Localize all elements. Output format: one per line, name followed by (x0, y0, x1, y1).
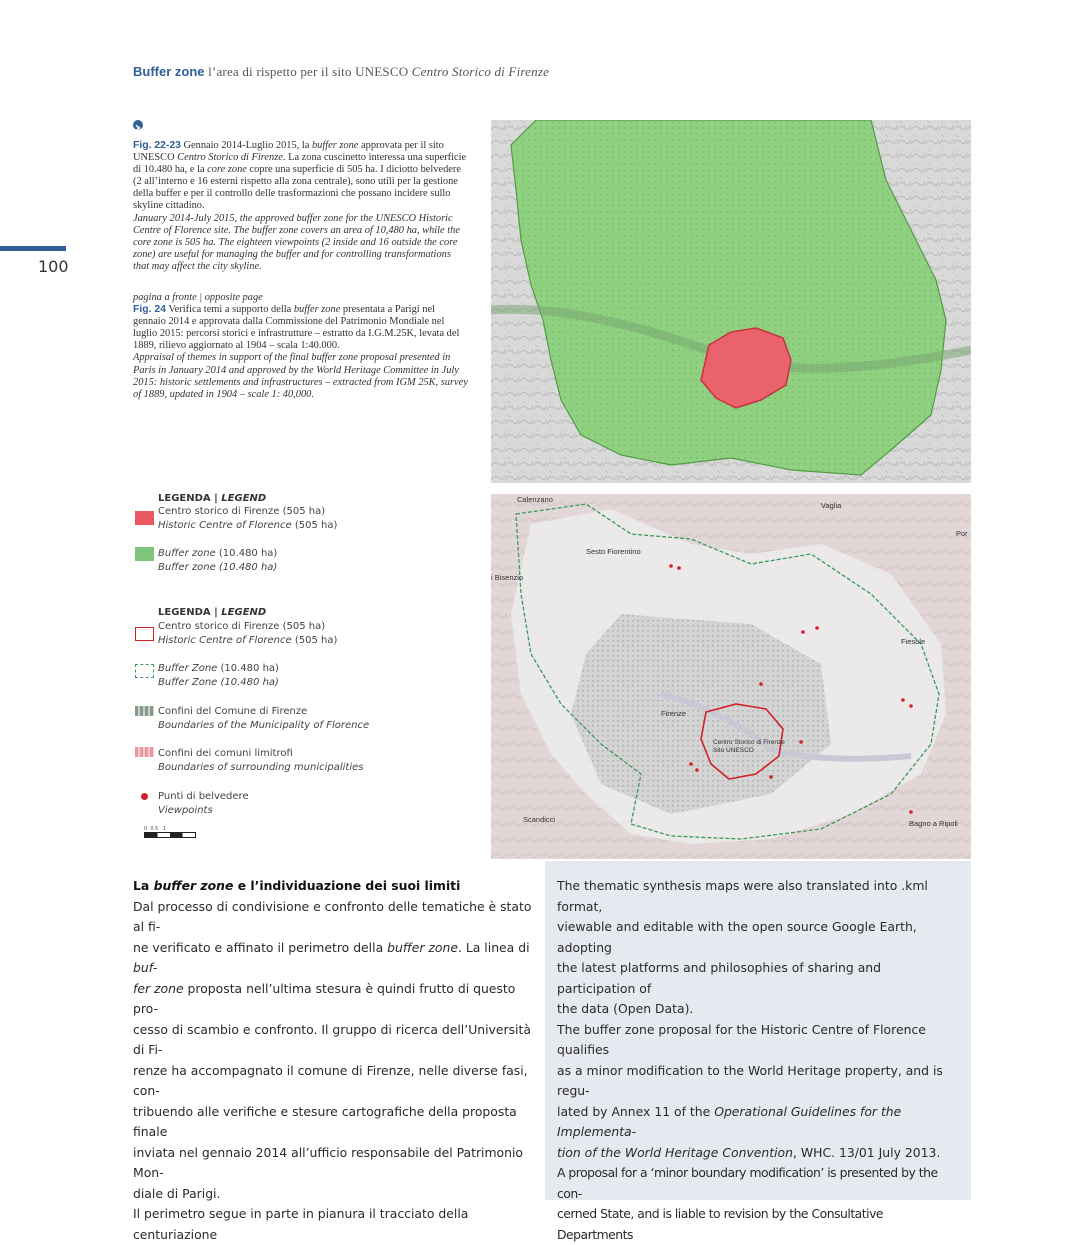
legend-text-en: Viewpoints (158, 805, 213, 816)
legend-text: Confini dei comuni limitrofi (158, 748, 293, 759)
legend-text: Centro storico di Firenze (505 ha) (158, 621, 326, 632)
caption-text: Verifica temi a supporto della (165, 304, 294, 316)
map-label-centro: Centro Storico di Firenze (713, 739, 785, 746)
map-label-vaglia: Vaglia (821, 501, 842, 510)
article-line: the latest platforms and philosophies of sharing and participation of (557, 960, 882, 996)
page-number: 100 (38, 257, 69, 276)
article-line: inviata nel gennaio 2014 all’ufficio responsabile del Patrimonio Mon- (133, 1144, 524, 1180)
legend-text-en: Historic Centre of Florence (158, 635, 292, 646)
caption-text-en: Appraisal of themes in support of the final buffer zone proposal presented in Paris in January 2014 and approved by the World Heritage Committee in July 2015: historic settlements and infrastructures – extracted from IGM 25K, survey of 1889, updated in 1904 – scale 1: 40,000. (133, 352, 468, 400)
map-label-firenze: Firenze (661, 709, 687, 718)
legend-title-text: LEGENDA (158, 607, 211, 618)
article-line: ne verificato e affinato il perimetro della buffer zone. La linea di buf- (133, 939, 530, 975)
scale-bar-ticks: 0 0.5 1 (144, 826, 167, 832)
legend-text-en: Boundaries of surrounding municipalities (158, 762, 364, 773)
caption-text: buffer zone (311, 140, 359, 151)
caption-pre: pagina a fronte | opposite page (133, 292, 263, 303)
swatch-buffer-outline (135, 664, 154, 678)
legend-title-1: LEGENDA | LEGEND (158, 493, 267, 504)
legend-text-en: (505 ha) (291, 520, 338, 531)
legend-text: Buffer zone (158, 548, 216, 559)
article-line: renze ha accompagnato il comune di Firenze, nelle diverse fasi, con- (133, 1062, 528, 1098)
scale-bar-graphic (144, 832, 196, 838)
article-line: Dal processo di condivisione e confronto delle tematiche è stato al fi- (133, 898, 532, 934)
swatch-surrounding-boundary (135, 747, 154, 757)
swatch-buffer-zone (135, 547, 154, 561)
map-label-bagno: Bagno a Ripoli (909, 819, 958, 828)
legend-text: Confini del Comune di Firenze (158, 706, 308, 717)
article-line: The buffer zone proposal for the Historic Centre of Florence qualifies (557, 1021, 926, 1057)
article-line: Il perimetro segue in parte in pianura il tracciato della centuriazione (133, 1206, 469, 1242)
swatch-core-outline (135, 627, 154, 641)
caption-text: core zone (207, 164, 247, 176)
article-line: lated by Annex 11 of the Operational Guidelines for the Implementa- (557, 1103, 902, 1139)
article-line: A proposal for a ‘minor boundary modification’ is presented by the con- (557, 1165, 938, 1201)
article-line: cerned State, and is liable to revision by the Consultative Departments (557, 1206, 884, 1242)
legend-item-surrounding (158, 747, 364, 775)
legend-item-core-outline (158, 620, 337, 648)
map-label-bisenzio: i Bisenzio (491, 573, 524, 582)
caption-fig-number: Fig. 22-23 (133, 140, 181, 151)
header-title-italic: Centro Storico di Firenze (411, 64, 550, 79)
swatch-core-zone (135, 511, 154, 525)
caption-text: . La zona cuscinetto interessa una superficie di 10.480 ha, e la (133, 152, 467, 176)
caption-text: presentata a Parigi nel gennaio 2014 e approvata dalla Commissione del Patrimonio Mondiale nel luglio 2015: percorsi storici e infrastrutture – estratto da I.G.M.25K, levata del 1889, rilievo aggiornato al 1904 – scala 1:40.000. (133, 304, 460, 352)
caption-text-en: January 2014-July 2015, the approved buffer zone for the UNESCO Historic Centre of Florence site. The buffer zone covers an area of 10,480 ha, while the core zone is 505 ha. The eighteen viewpoints (2 inside and 16 outside the core zone) are useful for managing the buffer and for controlling transformations that may affect the city skyline. (133, 212, 460, 272)
legend-text: Centro storico di Firenze (505 ha) (158, 506, 326, 517)
legend-text-en: Buffer Zone (10.480 ha) (158, 677, 279, 688)
caption-fig-number: Fig. 24 (133, 304, 166, 316)
legend-item-municipality (158, 705, 369, 733)
article-english (557, 876, 959, 1245)
arrow-right-icon (133, 120, 143, 130)
map-label-fiesole: Fiesole (901, 637, 926, 646)
legend-text-en: (505 ha) (291, 635, 338, 646)
article-italian (133, 876, 533, 1245)
legend-text-en: Historic Centre of Florence (158, 520, 292, 531)
legend-text: Punti di belvedere (158, 791, 249, 802)
legend-text: (10.480 ha) (217, 663, 279, 674)
map-label-por: Por (956, 529, 968, 538)
article-line: viewable and editable with the open source Google Earth, adopting (557, 919, 917, 955)
legend-item-buffer-outline (158, 662, 279, 690)
figure-caption-24 (133, 292, 468, 401)
caption-text: copre una superficie di 505 ha. I diciotto belvedere (2 all’interno e 16 esterni rispetto alla zona centrale), sono utili per la gestione della buffer e per il controllo delle trasformazioni che possano incidere sullo skyline cittadino. (133, 164, 461, 212)
article-line: diale di Parigi. (133, 1185, 221, 1201)
map-label-calenzano: Calenzano (517, 495, 553, 504)
swatch-municipality-boundary (135, 706, 154, 716)
legend-title-en: LEGEND (221, 607, 267, 618)
article-line: tion of the World Heritage Convention, WHC. 13/01 July 2013. (557, 1144, 941, 1160)
legend-title-2: LEGENDA | LEGEND (158, 607, 267, 618)
header-title-bold: Buffer zone (133, 64, 205, 79)
page-number-bar (0, 246, 66, 251)
historic-settlements-map (491, 494, 971, 859)
caption-text: approvata per il sito UNESCO (133, 140, 444, 164)
viewpoint-icon (141, 793, 148, 800)
legend-text-en: Buffer zone (10.480 ha) (158, 562, 278, 573)
map-label-sito: Sito UNESCO (713, 747, 754, 754)
legend-title-text: LEGENDA (158, 493, 211, 504)
map-label-sesto: Sesto Fiorentino (586, 547, 641, 556)
legend-item-core (158, 505, 337, 533)
legend-item-buffer (158, 547, 277, 575)
header-title-rest: l’area di rispetto per il sito UNESCO (208, 64, 412, 79)
map-label-scandicci: Scandicci (523, 815, 556, 824)
legend-item-viewpoints (158, 790, 249, 818)
article-heading: La buffer zone e l’individuazione dei suoi limiti (133, 878, 461, 893)
figure-caption-22-23 (133, 140, 468, 273)
buffer-zone-area (511, 120, 946, 475)
scale-bar (144, 826, 196, 838)
caption-text: buffer zone (293, 304, 341, 316)
article-line: fer zone proposta nell’ultima stesura è quindi frutto di questo pro- (133, 980, 516, 1016)
article-line: as a minor modification to the World Heritage property, and is regu- (557, 1062, 943, 1098)
legend-text: Buffer Zone (158, 663, 218, 674)
caption-text: Centro Storico di Firenze (177, 152, 283, 164)
article-line: The thematic synthesis maps were also translated into .kml format, (557, 878, 928, 914)
legend-text: (10.480 ha) (215, 548, 278, 559)
legend-text-en: Boundaries of the Municipality of Florence (158, 720, 370, 731)
caption-text: Gennaio 2014-Luglio 2015, la (180, 140, 312, 151)
buffer-zone-map (491, 120, 971, 483)
article-line: the data (Open Data). (557, 1001, 694, 1016)
legend-title-en: LEGEND (221, 493, 267, 504)
running-header (133, 64, 549, 80)
article-line: tribuendo alle verifiche e stesure cartografiche della proposta finale (133, 1103, 517, 1139)
article-line: cesso di scambio e confronto. Il gruppo di ricerca dell’Università di Fi- (133, 1021, 531, 1057)
